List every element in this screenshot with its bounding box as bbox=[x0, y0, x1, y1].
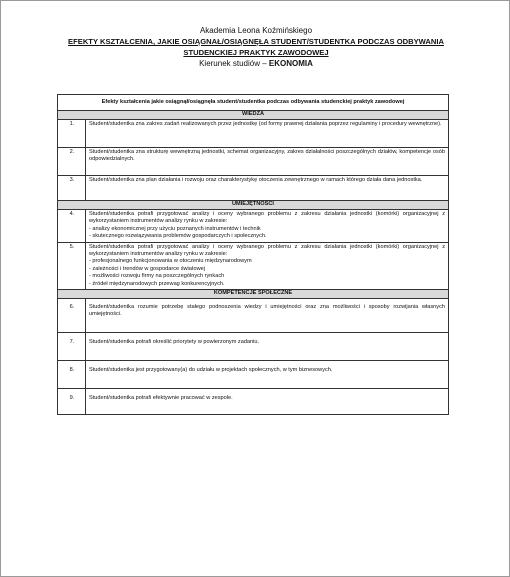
table-row bbox=[58, 210, 449, 243]
table-row bbox=[58, 148, 449, 176]
row-content bbox=[86, 210, 449, 243]
row-number: 5. bbox=[58, 242, 86, 289]
row-text: Student/studentka potrafi określić priorytety w powierzonym zadaniu. bbox=[86, 333, 449, 361]
table-row bbox=[58, 361, 449, 389]
document-header bbox=[41, 25, 471, 69]
bullet-item: - analizy ekonomicznej przy użyciu poznanych instrumentów i technik bbox=[89, 226, 445, 233]
row-text: Student/studentka potrafi przygotować analizy i oceny wybranego problemu z zakresu działania jednostki (komórki) organizacyjnej z wykorzystaniem instrumentów analizy rynku w zakresie: bbox=[89, 211, 445, 225]
row-bullets bbox=[89, 226, 445, 241]
bullet-item: - profesjonalnego funkcjonowania w otoczeniu międzynarodowym bbox=[89, 258, 445, 265]
table-row bbox=[58, 242, 449, 289]
row-text: Student/studentka jest przygotowany(a) do udziału w projektach społecznych, w tym biznesowych. bbox=[86, 361, 449, 389]
row-text: Student/studentka zna plan działania i rozwoju oraz charakterystykę otoczenia zewnętrznego w ramach którego działa dana jednostka. bbox=[86, 176, 449, 201]
table-row bbox=[58, 176, 449, 201]
row-content bbox=[86, 242, 449, 289]
document-title-line2: STUDENCKIEJ PRAKTYK ZAWODOWEJ bbox=[183, 48, 329, 57]
bullet-item: - skutecznego rozwiązywania problemów gospodarczych i społecznych. bbox=[89, 233, 445, 240]
row-number: 6. bbox=[58, 299, 86, 333]
row-number: 3. bbox=[58, 176, 86, 201]
row-text: Student/studentka potrafi efektywnie pracować w zespole. bbox=[86, 389, 449, 415]
row-text: Student/studentka zna strukturę wewnętrzną jednostki, schemat organizacyjny, zakres działalności poszczególnych działów, kompetencje osób odpowiedzialnych. bbox=[86, 148, 449, 176]
document-title-line1: EFEKTY KSZTAŁCENIA, JAKIE OSIĄGNAŁ/OSIĄGNĘŁA STUDENT/STUDENTKA PODCZAS ODBYWANIA bbox=[68, 37, 444, 46]
row-number: 9. bbox=[58, 389, 86, 415]
table-row bbox=[58, 333, 449, 361]
row-number: 8. bbox=[58, 361, 86, 389]
learning-outcomes-table bbox=[57, 94, 449, 415]
section-header-skills: UMIEJĘTNOŚCI bbox=[58, 201, 449, 210]
table-row bbox=[58, 389, 449, 415]
bullet-item: - możliwości rozwoju firmy na poszczególnych rynkach bbox=[89, 273, 445, 280]
row-number: 2. bbox=[58, 148, 86, 176]
table-row bbox=[58, 120, 449, 148]
bullet-item: - źródeł międzynarodowych przewag konkurencyjnych. bbox=[89, 281, 445, 288]
study-direction-label: Kierunek studiów – bbox=[199, 59, 267, 68]
section-header-social: KOMPETENCJE SPOŁECZNE bbox=[58, 290, 449, 299]
study-direction bbox=[41, 58, 471, 69]
row-number: 4. bbox=[58, 210, 86, 243]
row-text: Student/studentka potrafi przygotować analizy i oceny wybranego problemu z zakresu działania jednostki (komórki) organizacyjnej z wykorzystaniem instrumentów analizy rynku w zakresie: bbox=[89, 243, 445, 258]
row-text: Student/studentka zna zakres zadań realizowanych przez jednostkę (od formy prawnej działania poprzez regulaminy i procedury wewnętrzne). bbox=[86, 120, 449, 148]
table-row bbox=[58, 299, 449, 333]
row-number: 7. bbox=[58, 333, 86, 361]
row-bullets bbox=[89, 258, 445, 288]
study-direction-value: EKONOMIA bbox=[268, 59, 313, 68]
row-number: 1. bbox=[58, 120, 86, 148]
institution-name: Akademia Leona Koźmińskiego bbox=[199, 26, 313, 35]
row-text: Student/studentka rozumie potrzebę stałego podnoszenia wiedzy i umiejętności oraz zna możliwości i sposoby rozwijania własnych umiejętności. bbox=[86, 299, 449, 333]
bullet-item: - zależności i trendów w gospodarce światowej bbox=[89, 266, 445, 273]
section-header-knowledge: WIEDZA bbox=[58, 111, 449, 120]
table-title: Efekty kształcenia jakie osiągnął/osiągnęła student/studentka podczas odbywania studenckiej praktyk zawodowej bbox=[58, 95, 449, 111]
